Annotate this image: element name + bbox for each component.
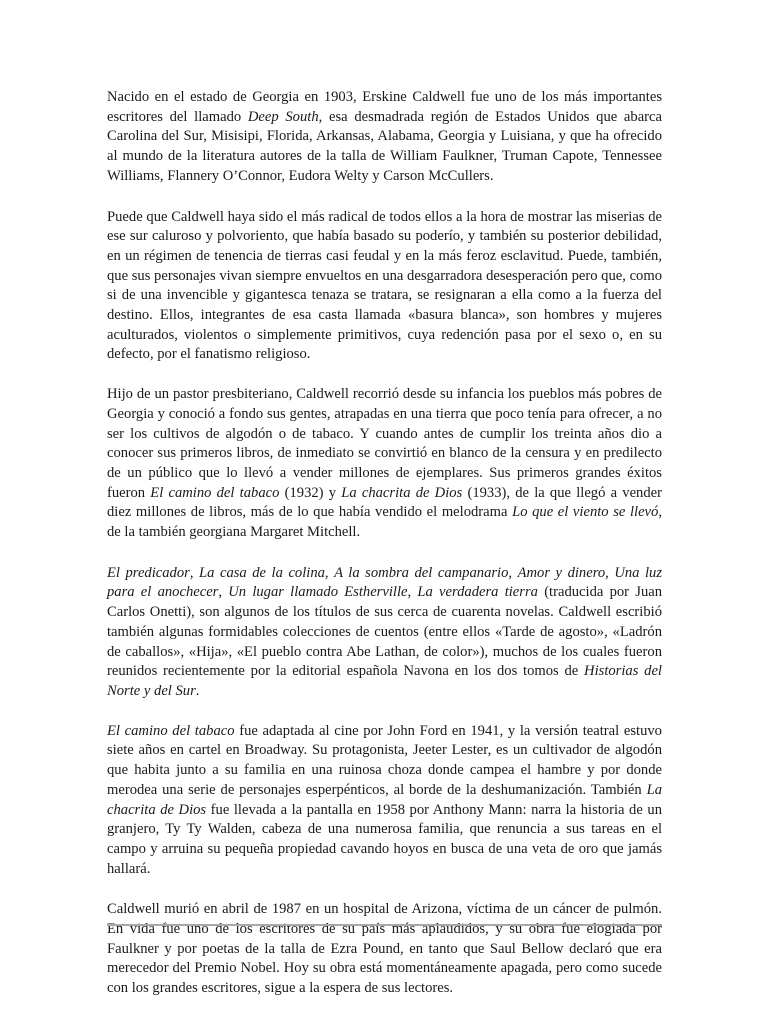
paragraph	[107, 722, 662, 880]
text-run: ,	[218, 584, 229, 601]
italic-title: A la sombra del campanario	[334, 564, 509, 581]
italic-title: La chacrita de Dios	[341, 484, 463, 501]
text-run: Hijo de un pastor presbiteriano, Caldwell recorrió desde su infancia los pueblos más pobres de Georgia y conoció a fondo sus gentes, atrapadas en una tierra que poco tenía para ofrecer, a no ser los cultivos de algodón o de tabaco. Y cuando antes de cumplir los treinta años dio a conocer sus primeros libros, de inmediato se convirtió en blanco de la censura y en predilecto de un público que lo llevó a vender millones de ejemplares. Sus primeros grandes éxitos fueron	[107, 386, 662, 501]
horizontal-divider	[107, 924, 662, 926]
text-run: .	[195, 682, 200, 699]
italic-title: El camino del tabaco	[150, 484, 280, 501]
text-run: (1933), de la que llegó a vender diez millones de libros, más de lo que había vendido el melodrama	[107, 484, 662, 521]
paragraph	[107, 900, 662, 999]
italic-title: Amor y dinero	[517, 564, 606, 581]
document-body	[107, 88, 662, 1019]
paragraph	[107, 564, 662, 702]
text-run: ,	[189, 564, 200, 581]
text-run: (traducida por Juan Carlos Onetti), son algunos de los títulos de sus cerca de cuarenta novelas. Caldwell escribió también algunas formidables colecciones de cuentos (entre ellos «Tarde de agosto», «Ladrón de caballos», «Hija», «El pueblo contra Abe Lathan, de color»), muchos de los cuales fueron reunidos recientemente por la editorial española Navona en los dos tomos de	[107, 584, 663, 680]
text-run: Caldwell murió en abril de 1987 en un hospital de Arizona, víctima de un cáncer de pulmón. En vida fue uno de los escritores de su país más aplaudidos, y su obra fue elogiada por Faulkner y por poetas de la talla de Ezra Pound, en tanto que Saul Bellow declaró que era merecedor del Premio Nobel. Hoy su obra está momentáneamente apagada, pero como sucede con los grandes escritores, sigue a la espera de sus lectores.	[107, 901, 662, 997]
italic-title: El predicador	[107, 564, 190, 581]
italic-title: La chacrita de Dios	[107, 781, 662, 818]
text-run: (1932) y	[279, 484, 342, 501]
text-run: Puede que Caldwell haya sido el más radical de todos ellos a la hora de mostrar las miserias de ese sur caluroso y polvoriento, que había basado su poderío, y también su posterior debilidad, en un régimen de tenencia de tierras casi feudal y en la más feroz esclavitud. Puede, también, que sus personajes vivan siempre envueltos en una desgarradora desesperación pero que, como si de una invencible y gigantesca tenaza se tratara, se resignaran a ella como a la fuerza del destino. Ellos, integrantes de esa casta llamada «basura blanca», son hombres y mujeres aculturados, violentos o simplemente primitivos, cuya redención pasa por el sexo o, en su defecto, por el fanatismo religioso.	[107, 208, 662, 363]
text-run: ,	[508, 564, 518, 581]
italic-title: Una luz para el anochecer	[107, 564, 663, 601]
text-run: , de la también georgiana Margaret Mitchell.	[107, 504, 662, 541]
text-run: fue llevada a la pantalla en 1958 por Anthony Mann: narra la historia de un granjero, Ty Ty Walden, cabeza de una numerosa familia, que renuncia a sus tareas en el campo y arruina su pequeña propiedad cavando hoyos en busca de una veta de oro que jamás hallará.	[107, 801, 662, 877]
italic-title: La casa de la colina	[199, 564, 325, 581]
paragraph	[107, 88, 662, 187]
italic-title: Deep South	[247, 108, 319, 125]
text-run: ,	[605, 564, 615, 581]
paragraph	[107, 385, 662, 543]
text-run: fue adaptada al cine por John Ford en 1941, y la versión teatral estuvo siete años en cartel en Broadway. Su protagonista, Jeeter Lester, es un cultivador de algodón que habita junto a su familia en una ruinosa choza donde campea el hambre y por donde merodea una serie de personajes esperpénticos, al borde de la deshumanización. También	[107, 722, 662, 798]
text-run: Nacido en el estado de Georgia en 1903, Erskine Caldwell fue uno de los más importantes escritores del llamado	[107, 89, 662, 125]
paragraph	[107, 208, 662, 366]
text-run: , esa desmadrada región de Estados Unidos que abarca Carolina del Sur, Misisipi, Florida, Arkansas, Alabama, Georgia y Luisiana, y que ha ofrecido al mundo de la literatura autores de la talla de William Faulkner, Truman Capote, Tennessee Williams, Flannery O’Connor, Eudora Welty y Carson McCullers.	[107, 108, 663, 184]
text-run: ,	[324, 564, 335, 581]
italic-title: El camino del tabaco	[107, 722, 235, 739]
italic-title: Un lugar llamado Estherville	[228, 584, 408, 601]
italic-title: Lo que el viento se llevó	[512, 504, 659, 521]
italic-title: Historias del Norte y del Sur	[107, 663, 662, 699]
text-run: ,	[407, 584, 418, 601]
italic-title: La verdadera tierra	[417, 584, 538, 601]
